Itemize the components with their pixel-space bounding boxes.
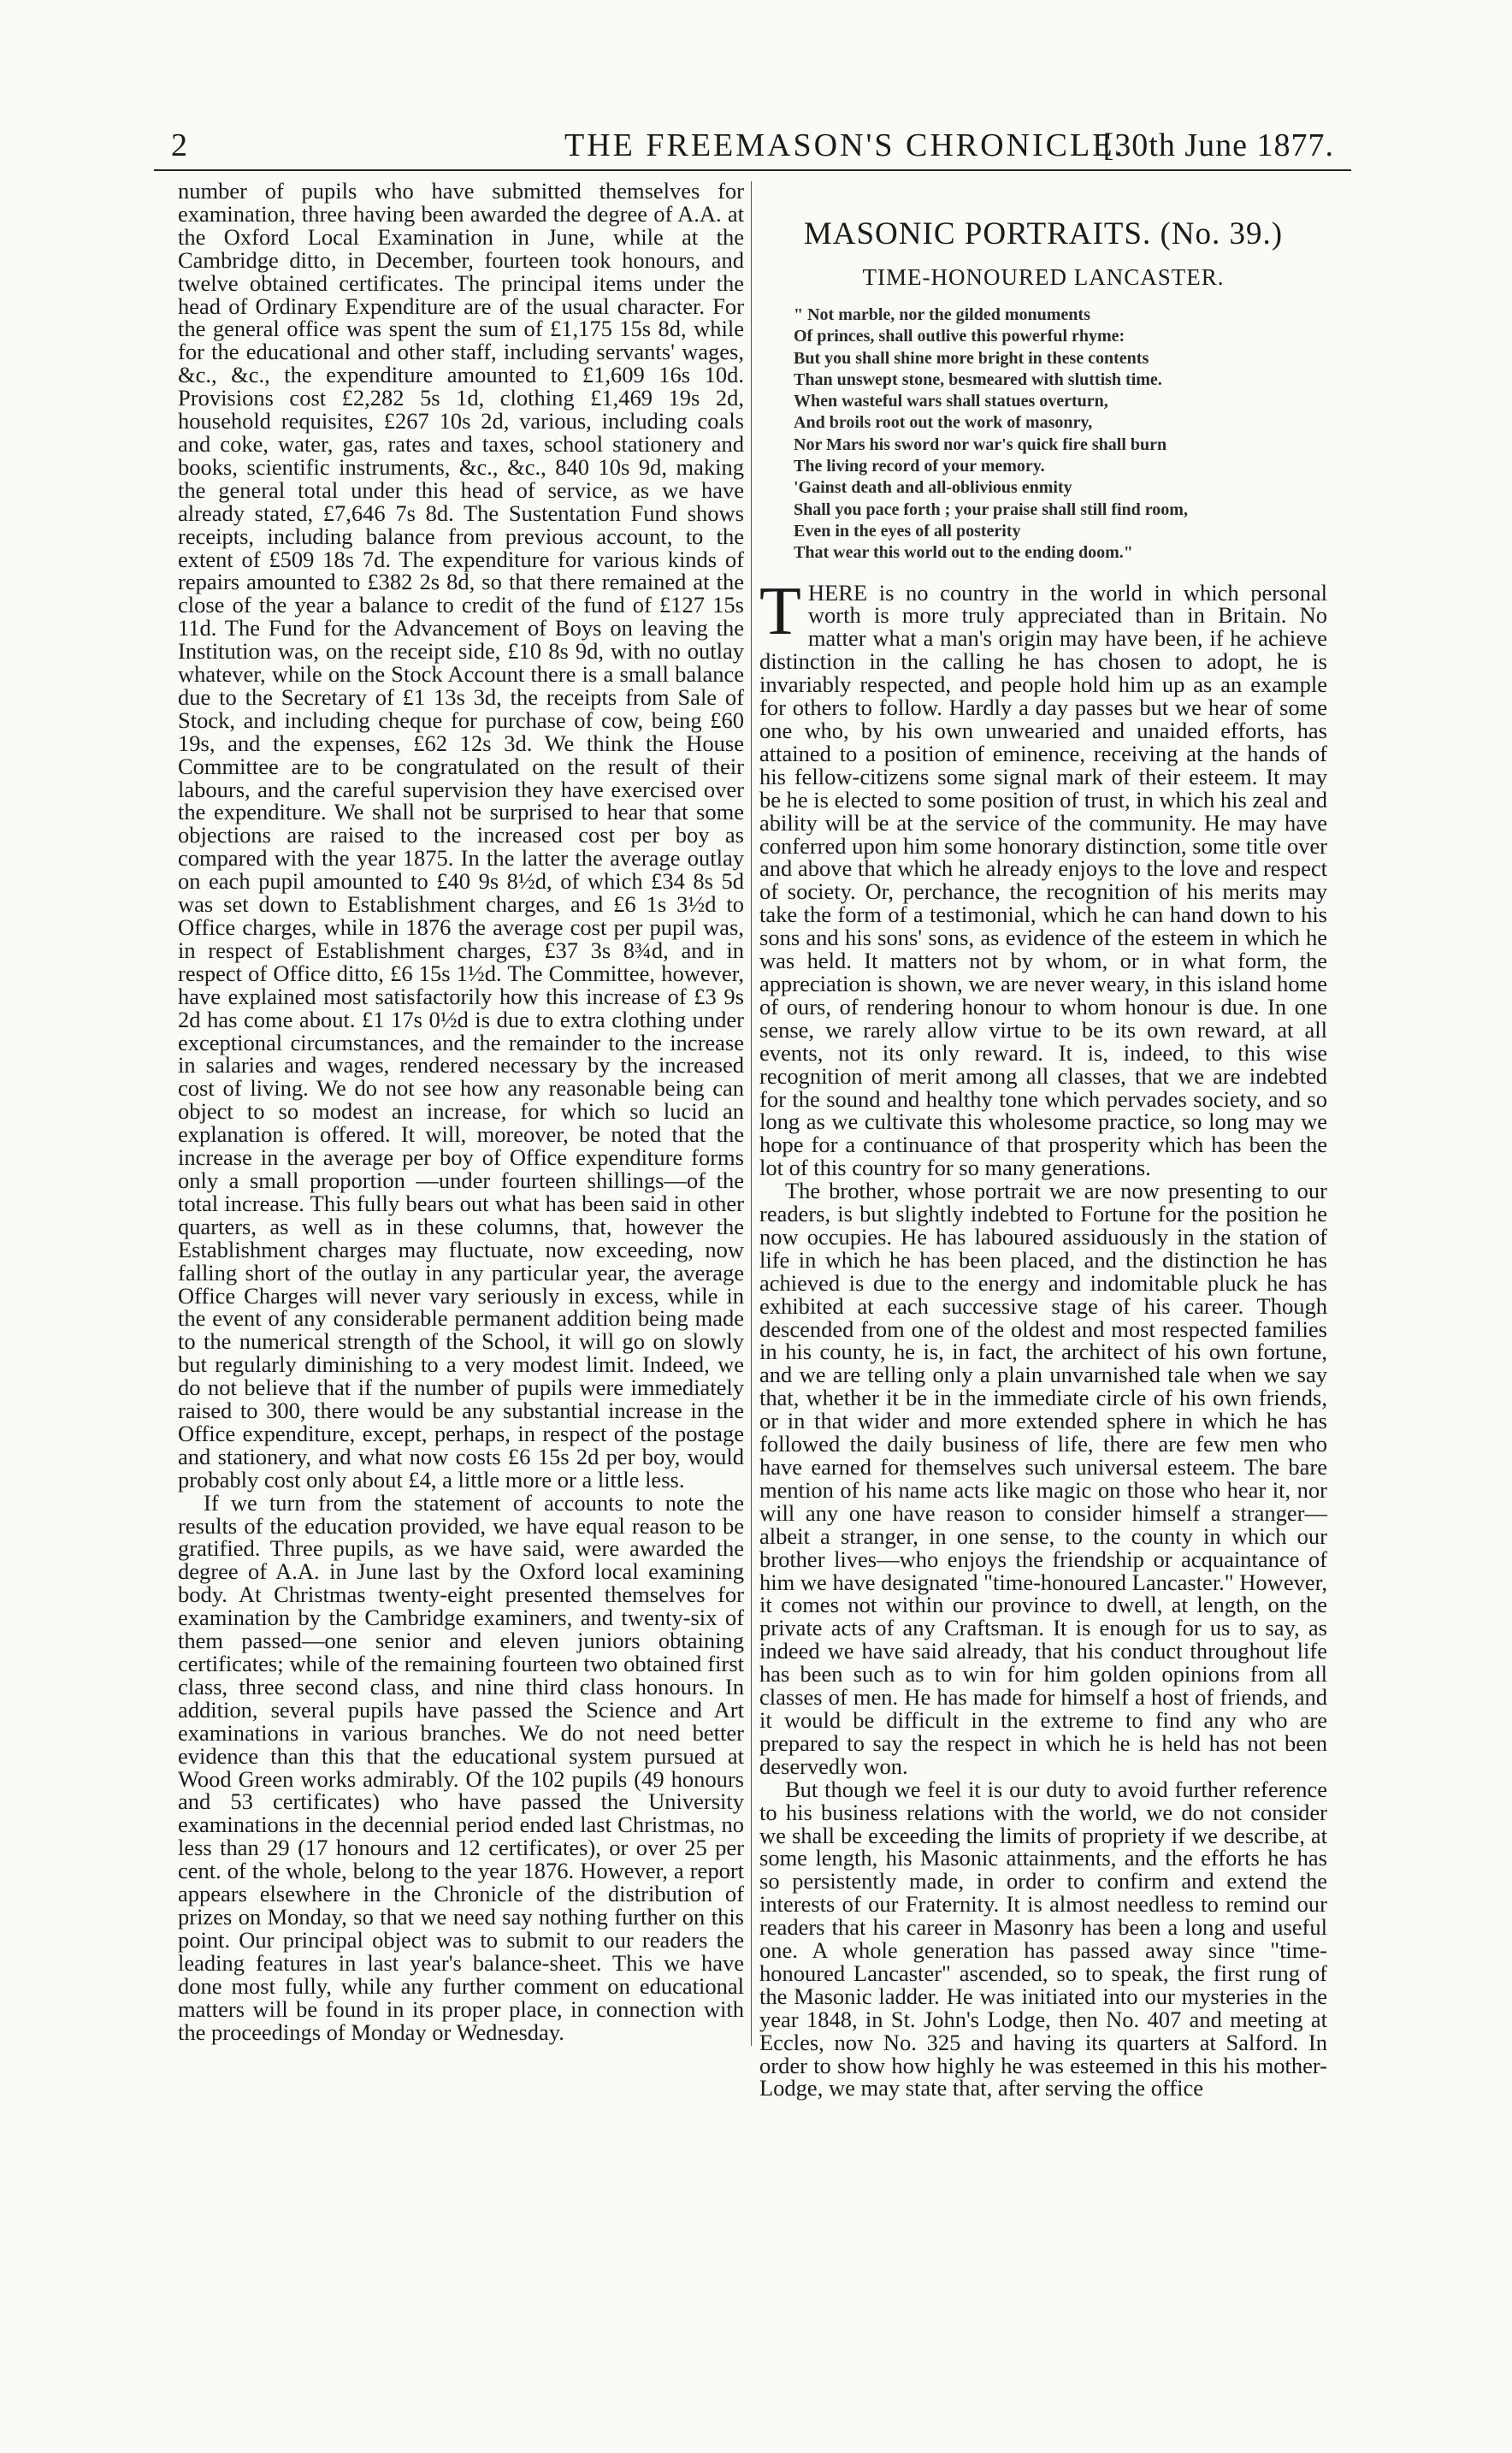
left-paragraph-2: If we turn from the statement of accounts to note the results of the education provided, we have equal reason to be gratified. Three pupils, as we have said, were awarded the degree of A.A. in June last by the Oxford local examining body. At Christmas twenty-eight presented themselves for examination by the Cambridge examiners, and twenty-six of them passed—one senior and eleven juniors obtaining certificates; while of the remaining fourteen two obtained first class, three second class, and nine third class honours. In addition, several pupils have passed the Science and Art examinations in various branches. We do not need better evidence than this that the educational system pursued at Wood Green works admirably. Of the 102 pupils (49 honours and 53 certificates) who have passed the University examinations in the decennial period ended last Christmas, no less than 29 (17 honours and 12 certificates), or over 25 per cent. of the whole, belong to the year 1876. However, a report appears elsewhere in the Chronicle of the distribution of prizes on Monday, so that we need say nothing further on this point. Our principal object was to submit to our readers the leading features in last year's balance-sheet. This we have done most fully, while any further comment on educational matters will be found in its proper place, in connection with the proceedings of Monday or Wednesday. <box>178 1489 744 2045</box>
poem-line: " Not marble, nor the gilded monuments <box>794 305 1090 324</box>
poem-line: When wasteful wars shall statues overturn, <box>794 392 1108 411</box>
issue-date: [30th June 1877. <box>1102 127 1334 163</box>
poem-line: Even in the eyes of all posterity <box>794 521 1021 541</box>
poem-line: And broils root out the work of masonry, <box>794 413 1093 433</box>
page-number: 2 <box>171 127 188 163</box>
masthead <box>154 118 1334 169</box>
article-first-paragraph <box>759 573 1327 1181</box>
left-paragraph-1: number of pupils who have submitted themselves for examination, three having been awarded the degree of A.A. at the Oxford Local Examination in June, while at the Cambridge ditto, in December, fourteen took honours, and twelve obtained certificates. The principal items under the head of Ordinary Expenditure are of the usual character. For the general office was spent the sum of £1,175 15s 8d, while for the educational and other staff, including servants' wages, &c., &c., the expenditure amounted to £1,609 16s 10d. Provisions cost £2,282 5s 1d, clothing £1,469 19s 2d, household requisites, £267 10s 2d, various, including coals and coke, water, gas, rates and taxes, school stationery and books, scientific instruments, &c., &c., 840 10s 9d, making the general total under this head of service, as we have already stated, £7,646 7s 8d. The Sustentation Fund shows receipts, including balance from previous account, to the extent of £509 18s 7d. The expenditure for various kinds of repairs amounted to £382 2s 8d, so that there remained at the close of the year a balance to credit of the fund of £127 15s 11d. The Fund for the Advancement of Boys on leaving the Institution was, on the receipt side, £10 8s 9d, with no outlay whatever, while on the Stock Account there is a small balance due to the Secretary of £1 13s 3d, the receipts from Sale of Stock, and including cheque for purchase of cow, being £60 19s, and the expenses, £62 12s 3d. We think the House Committee are to be congratulated on the result of their labours, and the careful supervision they have exercised over the expenditure. We shall not be surprised to hear that some objections are raised to the increased cost per boy as compared with the year 1875. In the latter the average outlay on each pupil amounted to £40 9s 8½d, of which £34 8s 5d was set down to Establishment charges, and £6 1s 3½d to Office charges, while in 1876 the average cost per pupil was, in respect of Establishment charges, £37 3s 8¾d, and in respect of Office ditto, £6 15s 1½d. The Committee, however, have explained most satisfactorily how this increase of £3 9s 2d has come about. £1 17s 0½d is due to extra clothing under exceptional circumstances, and the remainder to the increase in salaries and wages, rendered necessary by the increased cost of living. We do not see how any reasonable being can object to so modest an increase, for which so lucid an explanation is offered. It will, moreover, be noted that the increase in the average per boy of Office expenditure forms only a small proportion —under fourteen shillings—of the total increase. This fully bears out what has been said in other quarters, as well as in these columns, that, however the Establishment charges may fluctuate, now exceeding, now falling short of the outlay in any particular year, the average Office Charges will never vary seriously in excess, while in the event of any considerable permanent addition being made to the numerical strength of the School, it will go on slowly but regularly diminishing to a very modest limit. Indeed, we do not believe that if the number of pupils were immediately raised to 300, there would be any substantial increase in the Office expenditure, except, perhaps, in respect of the postage and stationery, and what now costs £6 15s 2d per boy, would probably cost only about £4, a little more or a little less. <box>178 178 744 1492</box>
poem-line: Of princes, shall outlive this powerful rhyme: <box>794 327 1125 346</box>
newspaper-title: THE FREEMASON'S CHRONICLE. <box>564 127 1125 163</box>
article-paragraph-3: But though we feel it is our duty to avoid further reference to his business relations with the world, we do not consider we shall be exceeding the limits of propriety if we describe, at some length, his Masonic attainments, and the efforts he has so persistently made, in order to confirm and extend the interests of our Fraternity. It is almost needless to remind our readers that his career in Masonry has been a long and useful one. A whole generation has passed away since "time-honoured Lancaster" ascended, so to speak, the first rung of the Masonic ladder. He was initiated into our mysteries in the year 1848, in St. John's Lodge, then No. 407 and meeting at Eccles, now No. 325 and having its quarters at Salford. In order to show how highly he was esteemed in this his mother-Lodge, we may state that, after serving the office <box>759 1776 1327 2101</box>
poem-line: That wear this world out to the ending doom." <box>794 543 1133 563</box>
masthead-rule <box>154 169 1351 171</box>
article-title: MASONIC PORTRAITS. (No. 39.) <box>803 216 1284 251</box>
poem-line: Nor Mars his sword nor war's quick fire shall burn <box>794 434 1167 454</box>
right-column <box>759 180 1327 2100</box>
epigraph-poem <box>759 304 1327 564</box>
poem-line: Shall you pace forth ; your praise shall still find room, <box>794 499 1188 519</box>
poem-line: But you shall shine more bright in these contents <box>794 348 1149 368</box>
first-paragraph-text: HERE is no country in the world in which personal worth is more truly appreciated than in Britain. No matter what a man's origin may have been, if he achieve distinction in the calling he has chosen to adopt, he is invariably respected, and people hold him up as an example for others to follow. Hardly a day passes but we hear of some one who, by his own unwearied and unaided efforts, has attained to a position of eminence, receiving at the hands of his fellow-citizens some signal mark of their esteem. It may be he is elected to some position of trust, in which his zeal and ability will be at the service of the community. He may have conferred upon him some honorary distinction, some title over and above that which he already enjoys to the love and respect of society. Or, perchance, the recognition of his merits may take the form of a testimonial, which he can hand down to his sons and his sons' sons, as evidence of the esteem in which he was held. It matters not by whom, or in what form, the appreciation is shown, we are never weary, in this island home of ours, of rendering honour to whom honour is due. In one sense, we rarely allow virtue to be its own reward, at all events, not its only reward. It is, indeed, to this wise recognition of merit among all classes, that we are indebted for the sound and healthy tone which pervades society, and so long as we cultivate this wholesome practice, so long may we hope for a continuance of that prosperity which has been the lot of this country for so many generations. <box>759 579 1327 1181</box>
article-paragraph-2: The brother, whose portrait we are now presenting to our readers, is but slightly indebted to Fortune for the position he now occupies. He has laboured assiduously in the station of life in which he has been placed, and the distinction he has achieved is due to the energy and indomitable pluck he has exhibited at each successive stage of his career. Though descended from one of the oldest and most respected families in his county, he is, in fact, the architect of his own fortune, and we are telling only a plain unvarnished tale when we say that, whether it be in the immediate circle of his own friends, or in that wider and more extended sphere in which he has followed the daily business of life, there are few men who have earned for themselves such universal esteem. The bare mention of his name acts like magic on those who hear it, nor will any one have reason to consider himself a stranger—albeit a stranger, in one sense, to the county in which our brother lives—who enjoys the friendship or acquaintance of him we have designated "time-honoured Lancaster." However, it comes not within our province to dwell, at length, on the private acts of any Craftsman. It is enough for us to say, as indeed we have said already, that his conduct throughout life has been such as to win for him golden opinions from all classes of men. He has made for himself a host of friends, and it would be difficult in the extreme to find any who are prepared to say the respect in which he is held has not been deservedly won. <box>759 1178 1327 1779</box>
article-body <box>759 573 1327 2101</box>
left-column <box>178 180 744 2043</box>
column-divider <box>751 181 752 2046</box>
poem-line: Than unswept stone, besmeared with sluttish time. <box>794 369 1162 389</box>
poem-line: 'Gainst death and all-oblivious enmity <box>794 478 1072 498</box>
article-subtitle: TIME-HONOURED LANCASTER. <box>862 264 1225 290</box>
drop-cap: T <box>759 573 801 649</box>
poem-line: The living record of your memory. <box>794 457 1045 476</box>
